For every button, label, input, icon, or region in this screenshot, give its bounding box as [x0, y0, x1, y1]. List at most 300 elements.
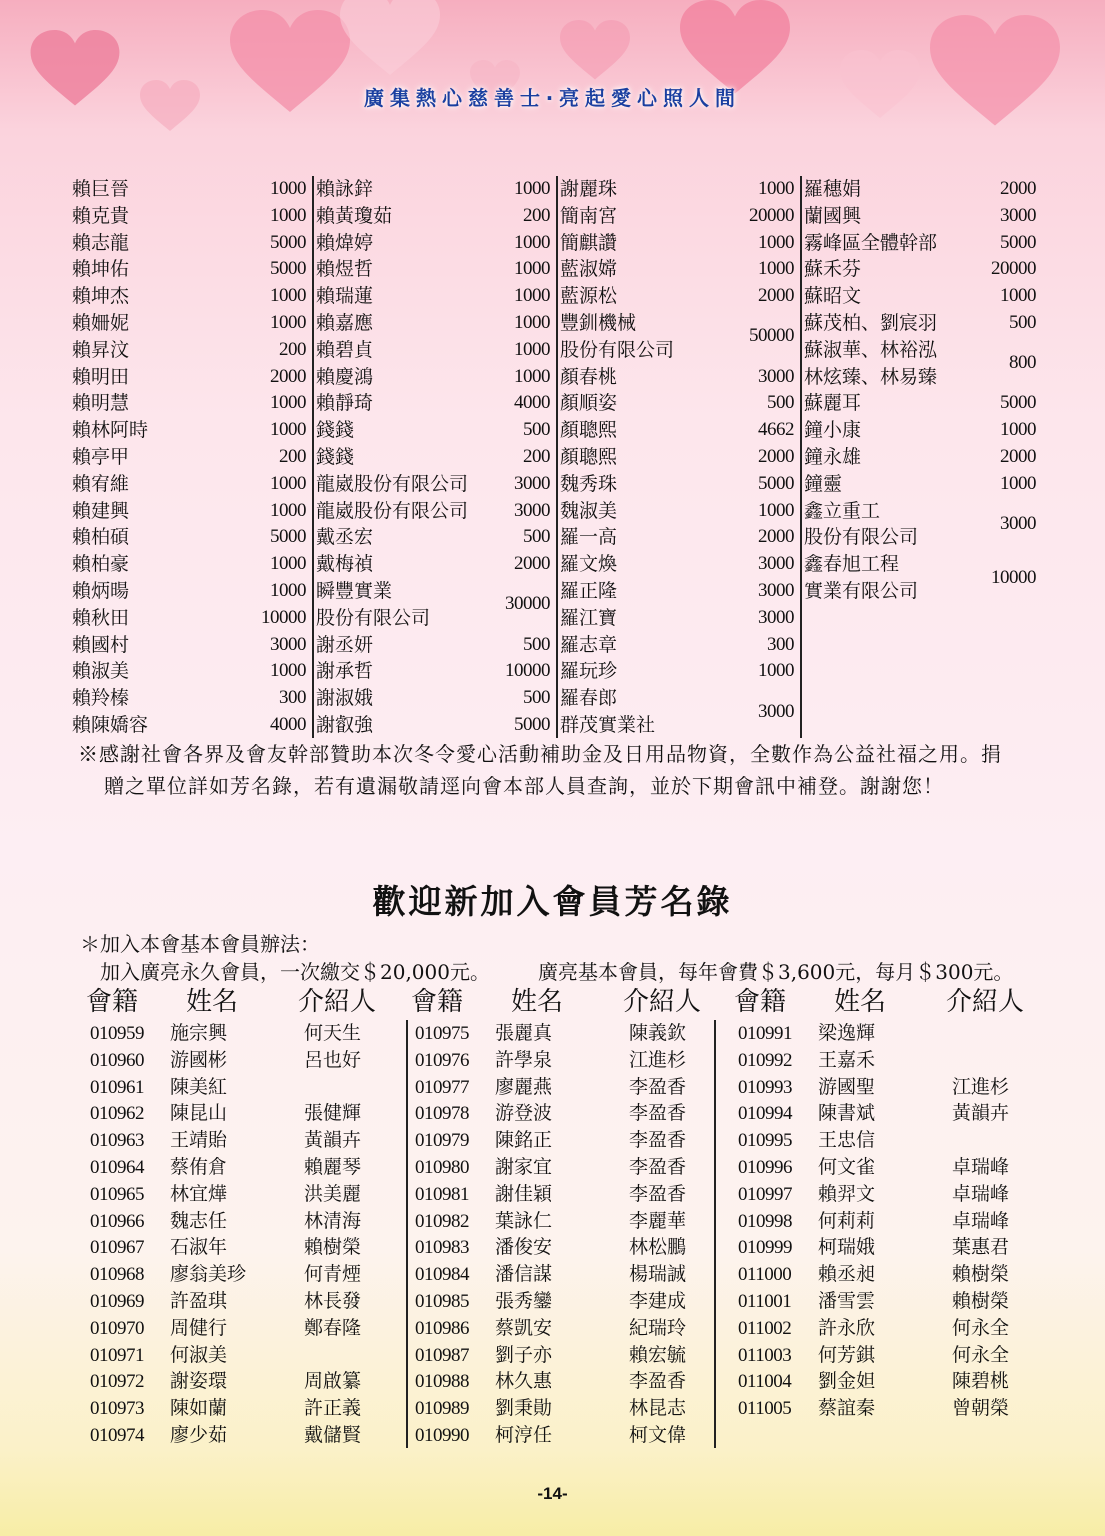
member-row [734, 1020, 1054, 1047]
member-referrer: 張健輝 [304, 1102, 362, 1125]
member-id: 011001 [738, 1291, 792, 1312]
member-name: 何文雀 [818, 1156, 876, 1178]
donor-amount: 2000 [758, 526, 794, 548]
member-referrer: 陳義欽 [629, 1022, 687, 1044]
member-id: 010976 [415, 1049, 469, 1071]
member-id: 010993 [738, 1076, 792, 1098]
member-row [734, 1261, 1054, 1288]
donor-name: 賴煒婷 [316, 231, 374, 254]
donor-amount: 1000 [270, 392, 306, 414]
donor-amount: 5000 [758, 472, 794, 494]
donor-amount: 1000 [514, 258, 550, 280]
member-referrer: 李盈香 [629, 1156, 687, 1178]
donor-amount: 10000 [261, 606, 306, 628]
donor-name: 謝丞妍 [316, 633, 374, 656]
member-row [734, 1154, 1054, 1181]
donor-row [558, 551, 800, 577]
header-slogan: 廣集熱心慈善士‧亮起愛心照人間 [364, 86, 741, 110]
donor-name: 瞬豐實業 [316, 580, 393, 602]
member-referrer: 葉惠君 [952, 1236, 1010, 1259]
donor-row [70, 578, 312, 604]
member-id: 010966 [90, 1210, 144, 1232]
donor-name: 賴明田 [72, 365, 130, 388]
donor-name: 蘇麗耳 [804, 392, 862, 415]
member-row [411, 1315, 731, 1342]
member-referrer: 柯文偉 [629, 1424, 687, 1446]
donor-amount: 3000 [758, 700, 794, 722]
member-name: 謝姿環 [170, 1370, 228, 1393]
member-referrer: 何永全 [952, 1316, 1010, 1339]
donor-amount: 1000 [758, 178, 794, 199]
donor-row [802, 283, 1042, 309]
donor-row [314, 283, 556, 309]
member-name: 王嘉禾 [818, 1048, 876, 1071]
page-number: -14- [537, 1484, 568, 1503]
donor-name: 錢錢 [316, 419, 355, 442]
member-id: 010968 [90, 1264, 144, 1286]
donor-name: 顏順姿 [560, 392, 618, 415]
member-id: 010972 [90, 1371, 144, 1393]
donor-amount: 5000 [514, 714, 550, 735]
member-referrer: 卓瑞峰 [952, 1209, 1010, 1232]
donor-row [558, 632, 800, 658]
donor-row [558, 283, 800, 309]
donor-name: 謝承哲 [316, 660, 374, 683]
donor-row [70, 256, 312, 282]
member-name: 何芳錤 [818, 1343, 876, 1366]
donor-name: 賴炳暘 [72, 580, 130, 602]
member-row [734, 1315, 1054, 1342]
member-id: 011005 [738, 1398, 792, 1420]
donor-name: 賴志龍 [72, 231, 130, 254]
donor-amount: 1000 [270, 419, 306, 441]
member-row [86, 1395, 406, 1422]
donor-amount: 800 [1009, 352, 1036, 374]
member-row [411, 1234, 731, 1261]
donor-row [314, 390, 556, 416]
member-referrer: 李盈香 [629, 1370, 687, 1393]
member-referrer: 黃韻卉 [952, 1102, 1010, 1125]
donor-amount: 2000 [1000, 178, 1036, 199]
member-row [411, 1181, 731, 1208]
donor-name: 賴姍妮 [72, 312, 130, 334]
member-id: 010986 [415, 1317, 469, 1339]
donor-name: 鑫春旭工程 [804, 553, 900, 576]
member-row [411, 1342, 731, 1369]
member-row [734, 1234, 1054, 1261]
donor-row [314, 444, 556, 470]
donor-row [558, 578, 800, 604]
donor-name: 賴陳嬌容 [72, 714, 149, 736]
member-name: 劉秉勛 [495, 1397, 553, 1420]
donor-name: 賴坤杰 [72, 285, 130, 308]
donor-row [314, 524, 556, 550]
donor-row [558, 417, 800, 443]
member-referrer: 江進杉 [629, 1048, 687, 1071]
donor-name: 簡麒讚 [560, 231, 618, 254]
column-divider [714, 1020, 716, 1448]
donor-name: 賴坤佑 [72, 258, 130, 281]
donor-merged-amount [802, 565, 1042, 591]
member-name: 石淑年 [170, 1236, 228, 1259]
donor-row [314, 256, 556, 282]
donor-merged-amount [558, 323, 800, 349]
donor-name: 羅志章 [560, 633, 618, 656]
member-name: 許盈琪 [170, 1290, 228, 1312]
member-row [86, 1154, 406, 1181]
member-name: 廖少茹 [170, 1424, 228, 1446]
donor-row [558, 471, 800, 497]
member-referrer: 李盈香 [629, 1182, 687, 1205]
member-row [411, 1047, 731, 1074]
donor-name: 藍淑嫦 [560, 258, 618, 281]
donor-name: 龍崴股份有限公司 [316, 499, 469, 522]
donor-name: 賴巨晉 [72, 178, 130, 200]
donor-row [314, 364, 556, 390]
donor-amount: 1000 [1000, 419, 1036, 441]
member-row [734, 1047, 1054, 1074]
member-name: 周健行 [170, 1316, 228, 1339]
donor-name: 魏淑美 [560, 499, 618, 522]
donor-name: 賴亭甲 [72, 446, 130, 468]
member-name: 游國聖 [818, 1075, 876, 1098]
member-name: 陳昆山 [170, 1102, 228, 1125]
header-membership-id: 會籍 [734, 987, 787, 1017]
donor-row [558, 498, 800, 524]
member-id: 010984 [415, 1264, 469, 1286]
member-referrer: 李盈香 [629, 1102, 687, 1125]
donor-amount: 1000 [270, 553, 306, 575]
member-referrer: 賴樹榮 [952, 1263, 1010, 1286]
member-id: 010988 [415, 1371, 469, 1393]
member-row [734, 1208, 1054, 1235]
donor-name: 林炫臻、林易臻 [804, 365, 938, 388]
donor-name: 蘭國興 [804, 204, 862, 227]
member-id: 010959 [90, 1023, 144, 1044]
member-name: 潘雪雲 [818, 1290, 876, 1312]
member-referrer: 李盈香 [629, 1129, 687, 1152]
member-referrer: 卓瑞峰 [952, 1182, 1010, 1205]
donor-name: 賴煜哲 [316, 258, 374, 281]
donor-row [558, 364, 800, 390]
member-row [734, 1074, 1054, 1101]
donor-name: 羅正隆 [560, 580, 618, 602]
donor-name: 賴明慧 [72, 392, 130, 415]
donor-row [70, 498, 312, 524]
member-id: 010979 [415, 1130, 469, 1152]
member-name: 林宜燁 [170, 1182, 228, 1205]
donor-amount: 10000 [505, 660, 550, 682]
donor-amount: 200 [279, 338, 306, 360]
donor-name: 霧峰區全體幹部 [804, 231, 938, 254]
donor-name: 賴黃瓊茹 [316, 204, 393, 227]
donor-amount: 3000 [1000, 204, 1036, 226]
donor-name: 賴建興 [72, 499, 130, 522]
donor-row [70, 444, 312, 470]
donor-name: 賴克貴 [72, 204, 130, 227]
donor-row [314, 230, 556, 256]
member-name: 劉金妲 [818, 1370, 876, 1393]
donor-row [802, 203, 1042, 229]
donor-row [802, 176, 1042, 202]
donor-amount: 1000 [758, 660, 794, 682]
donor-amount: 1000 [1000, 285, 1036, 307]
donor-amount: 30000 [505, 593, 550, 615]
donor-name: 羅江寶 [560, 606, 618, 629]
donor-amount: 3000 [1000, 513, 1036, 534]
member-id: 010973 [90, 1398, 144, 1420]
donor-amount: 3000 [514, 499, 550, 521]
member-row [734, 1288, 1054, 1315]
member-id: 010969 [90, 1291, 144, 1312]
donor-row [802, 417, 1042, 443]
donor-amount: 200 [523, 446, 550, 467]
donor-name: 顏春桃 [560, 365, 618, 388]
member-id: 010975 [415, 1023, 469, 1044]
donor-name: 蘇淑華、林裕泓 [804, 338, 938, 361]
donor-name: 賴林阿時 [72, 419, 149, 442]
member-row [86, 1020, 406, 1047]
donor-row [802, 230, 1042, 256]
donor-name: 蘇禾芬 [804, 258, 862, 281]
donor-row [558, 605, 800, 631]
member-id: 010982 [415, 1210, 469, 1232]
member-row [734, 1395, 1054, 1422]
donor-name: 賴柏碩 [72, 526, 130, 549]
member-name: 柯瑞娥 [818, 1236, 876, 1259]
donor-row [70, 658, 312, 684]
donor-amount: 3000 [758, 553, 794, 575]
donor-name: 戴梅禎 [316, 553, 374, 576]
member-name: 劉子亦 [495, 1343, 553, 1366]
donor-amount: 200 [523, 204, 550, 226]
member-id: 011004 [738, 1371, 792, 1393]
member-id: 010992 [738, 1049, 792, 1071]
member-row [86, 1288, 406, 1315]
donor-row [70, 471, 312, 497]
donor-row [70, 685, 312, 711]
member-id: 010990 [415, 1425, 469, 1446]
donor-name: 股份有限公司 [560, 338, 675, 361]
member-name: 魏志任 [170, 1209, 228, 1232]
donor-name: 股份有限公司 [316, 606, 431, 629]
donor-amount: 300 [279, 687, 306, 709]
donor-amount: 10000 [991, 566, 1036, 588]
donor-amount: 4000 [514, 392, 550, 414]
donor-row [70, 310, 312, 336]
member-id: 010985 [415, 1291, 469, 1312]
donor-amount: 5000 [1000, 231, 1036, 253]
donor-name: 魏秀珠 [560, 472, 618, 495]
donor-row [70, 712, 312, 738]
donor-list [70, 176, 1040, 738]
donor-row [314, 310, 556, 336]
member-id: 010995 [738, 1130, 792, 1152]
donor-name: 謝淑娥 [316, 687, 374, 710]
member-id: 010996 [738, 1157, 792, 1178]
member-id: 010999 [738, 1237, 792, 1259]
donor-name: 賴詠鋅 [316, 178, 374, 200]
member-row [86, 1234, 406, 1261]
donor-amount: 3000 [514, 472, 550, 494]
member-id: 011000 [738, 1264, 792, 1286]
member-row [86, 1181, 406, 1208]
member-name: 梁逸輝 [818, 1022, 876, 1044]
thanks-note-line-1: ※感謝社會各界及會友幹部贊助本次冬令愛心活動補助金及日用品物資，全數作為公益社福之用。捐 [78, 742, 1002, 766]
member-row [734, 1368, 1054, 1395]
donor-row [70, 364, 312, 390]
donor-name: 謝叡強 [316, 714, 374, 736]
donor-amount: 500 [523, 687, 550, 709]
member-name: 蔡誼秦 [818, 1397, 876, 1420]
donor-amount: 500 [1009, 312, 1036, 333]
donor-row [558, 658, 800, 684]
member-referrer: 江進杉 [952, 1075, 1010, 1098]
member-row [734, 1342, 1054, 1369]
member-referrer: 陳碧桃 [952, 1370, 1010, 1393]
donor-amount: 500 [523, 419, 550, 441]
member-row [86, 1127, 406, 1154]
member-id: 010989 [415, 1398, 469, 1420]
donor-amount: 3000 [270, 633, 306, 655]
donor-column-1 [70, 176, 312, 738]
member-id: 010987 [415, 1344, 469, 1366]
donor-amount: 1000 [514, 365, 550, 387]
donor-amount: 3000 [758, 580, 794, 601]
donor-merged-amount [314, 591, 556, 617]
donor-amount: 1000 [758, 499, 794, 521]
donor-name: 賴宥維 [72, 472, 130, 495]
donor-name: 賴嘉應 [316, 312, 374, 334]
member-row [734, 1100, 1054, 1127]
member-row [411, 1208, 731, 1235]
member-row [734, 1181, 1054, 1208]
member-name: 陳銘正 [495, 1129, 553, 1152]
member-referrer: 林長發 [304, 1290, 362, 1312]
donor-row [314, 551, 556, 577]
donor-row [314, 632, 556, 658]
donor-name: 賴柏豪 [72, 553, 130, 576]
member-row [411, 1127, 731, 1154]
donor-amount: 4000 [270, 714, 306, 735]
heart-icon [340, 0, 440, 80]
donor-row [70, 230, 312, 256]
donor-name: 羅玩珍 [560, 660, 618, 683]
member-row [411, 1368, 731, 1395]
member-referrer: 黃韻卉 [304, 1129, 362, 1152]
member-name: 許永欣 [818, 1316, 876, 1339]
donor-amount: 2000 [514, 553, 550, 575]
donor-name: 龍崴股份有限公司 [316, 472, 469, 495]
member-row [411, 1154, 731, 1181]
donor-name: 實業有限公司 [804, 580, 919, 602]
donor-row [558, 203, 800, 229]
member-name: 謝佳穎 [495, 1182, 553, 1205]
member-row [86, 1342, 406, 1369]
member-referrer: 何青煙 [304, 1263, 362, 1286]
donor-name: 賴慶鴻 [316, 365, 374, 388]
donor-amount: 3000 [758, 365, 794, 387]
member-name: 張麗真 [495, 1022, 553, 1044]
header-membership-id: 會籍 [86, 987, 139, 1017]
member-referrer: 洪美麗 [304, 1182, 362, 1205]
donor-amount: 1000 [270, 285, 306, 307]
donor-row [558, 230, 800, 256]
donor-amount: 1000 [270, 178, 306, 199]
donor-amount: 3000 [758, 606, 794, 628]
donor-amount: 2000 [758, 446, 794, 467]
donor-amount: 1000 [270, 660, 306, 682]
member-row [411, 1020, 731, 1047]
member-name: 游登波 [495, 1102, 553, 1125]
member-id: 010961 [90, 1076, 144, 1098]
donor-name: 賴碧貞 [316, 338, 374, 361]
member-id: 010970 [90, 1317, 144, 1339]
donor-amount: 1000 [514, 285, 550, 307]
member-referrer: 紀瑞玲 [629, 1316, 687, 1339]
donor-amount: 1000 [514, 312, 550, 333]
membership-method: ＊加入本會基本會員辦法： [80, 932, 320, 956]
donor-row [70, 551, 312, 577]
donor-row [314, 685, 556, 711]
donor-name: 羅一高 [560, 526, 618, 549]
column-divider [406, 1020, 408, 1448]
member-id: 010981 [415, 1183, 469, 1205]
donor-name: 羅春郎 [560, 687, 618, 710]
permanent-member-fee: 加入廣亮永久會員，一次繳交＄20,000元。 [100, 960, 490, 984]
donor-row [70, 176, 312, 202]
donor-name: 藍源松 [560, 285, 618, 308]
donor-amount: 1000 [270, 312, 306, 333]
donor-amount: 5000 [270, 258, 306, 280]
member-name: 陳美紅 [170, 1075, 228, 1098]
donor-row [70, 203, 312, 229]
member-row [411, 1395, 731, 1422]
donor-amount: 500 [767, 392, 794, 414]
donor-row [70, 337, 312, 363]
donor-name: 鐘永雄 [804, 446, 862, 468]
donor-name: 顏聰熙 [560, 419, 618, 442]
thanks-note-line-2: 贈之單位詳如芳名錄，若有遺漏敬請逕向會本部人員查詢，並於下期會訊中補登。謝謝您！ [104, 774, 944, 798]
donor-row [70, 524, 312, 550]
member-id: 010967 [90, 1237, 144, 1259]
member-row [411, 1261, 731, 1288]
donor-amount: 2000 [1000, 446, 1036, 467]
member-referrer: 鄭春隆 [304, 1316, 362, 1339]
member-row [86, 1100, 406, 1127]
member-id: 010994 [738, 1103, 792, 1125]
donor-amount: 1000 [270, 580, 306, 601]
member-referrer: 戴儲賢 [304, 1424, 362, 1446]
donor-merged-amount [802, 511, 1042, 537]
member-name: 施宗興 [170, 1022, 228, 1044]
donor-name: 賴靜琦 [316, 392, 374, 415]
member-id: 010965 [90, 1183, 144, 1205]
member-row [86, 1074, 406, 1101]
donor-row [314, 203, 556, 229]
donor-amount: 1000 [514, 338, 550, 360]
donor-row [70, 632, 312, 658]
header-referrer: 介紹人 [623, 987, 702, 1017]
donor-column-2 [312, 176, 556, 738]
donor-amount: 50000 [749, 325, 794, 347]
donor-column-4 [800, 176, 1042, 738]
donor-name: 賴秋田 [72, 606, 130, 629]
member-name: 潘信謀 [495, 1263, 553, 1286]
member-referrer: 許正義 [304, 1397, 362, 1420]
member-id: 011003 [738, 1344, 792, 1366]
member-id: 010962 [90, 1103, 144, 1125]
